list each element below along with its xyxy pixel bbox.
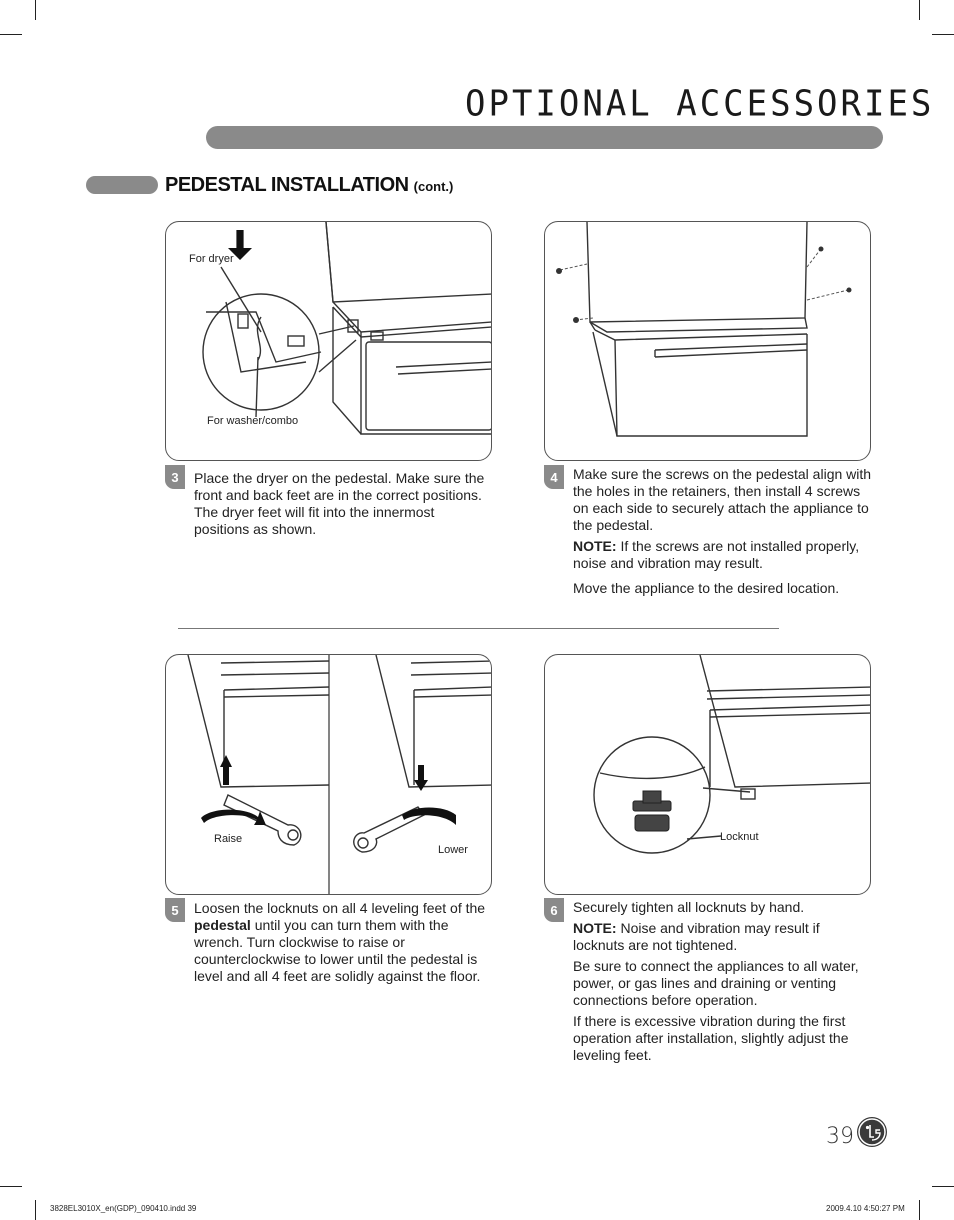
crop-mark [919, 1200, 920, 1220]
step-6-illustration [544, 654, 871, 895]
crop-mark [0, 1186, 22, 1187]
step-4-number: 4 [544, 465, 564, 489]
step-4-note [573, 538, 873, 572]
screws-install-drawing [545, 222, 871, 461]
step-4-note-label: NOTE: [573, 538, 617, 554]
step-4-extra: Move the appliance to the desired location. [573, 580, 840, 596]
page-number: 39 [826, 1124, 854, 1149]
callout-locknut: Locknut [720, 831, 759, 843]
callout-raise: Raise [214, 833, 243, 845]
title-bar [206, 126, 883, 149]
step-3-number: 3 [165, 465, 185, 489]
page-title: OPTIONAL ACCESSORIES [465, 83, 935, 125]
crop-mark [932, 34, 954, 35]
crop-mark [35, 0, 36, 20]
step-5-paragraph [194, 900, 489, 985]
section-title-suffix: (cont.) [413, 179, 454, 194]
step-6-text [573, 899, 873, 1068]
step-6-extra: Be sure to connect the appliances to all water, power, or gas lines and draining or venting connections before operation. [573, 958, 859, 1008]
crop-mark [919, 0, 920, 20]
step-5-text-before: Loosen the locknuts on all 4 leveling feet of the [194, 900, 486, 916]
step-5-text-after: until you can turn them with the wrench. Turn clockwise to raise or counterclockwise to lower until the pedestal is level and all 4 feet are solidly against the floor. [194, 917, 481, 984]
step-3-text [194, 470, 489, 542]
step-4-paragraph: Make sure the screws on the pedestal align with the holes in the retainers, then install 4 screws on each side to securely attach the appliance to the pedestal. [573, 466, 872, 533]
step-5-illustration [165, 654, 492, 895]
step-5-number: 5 [165, 898, 185, 922]
section-divider [178, 628, 779, 629]
section-pill [86, 176, 158, 194]
crop-mark [35, 1200, 36, 1220]
step-6-note-label: NOTE: [573, 920, 617, 936]
step-3-illustration [165, 221, 492, 461]
lg-logo-icon [857, 1117, 887, 1147]
crop-mark [932, 1186, 954, 1187]
step-6-number: 6 [544, 898, 564, 922]
step-4-note-text: If the screws are not installed properly, noise and vibration may result. [573, 538, 860, 571]
callout-lower: Lower [438, 844, 468, 856]
step-6-note [573, 920, 873, 954]
callout-for-dryer: For dryer [189, 253, 234, 265]
leveling-feet-drawing [166, 655, 492, 895]
callout-for-washer-combo: For washer/combo [207, 415, 299, 427]
step-5-text-bold: pedestal [194, 917, 251, 933]
step-3-paragraph: Place the dryer on the pedestal. Make sure the front and back feet are in the correct positions. The dryer feet will fit into the innermost positions as shown. [194, 470, 485, 537]
crop-mark [0, 34, 22, 35]
step-6-paragraph: Securely tighten all locknuts by hand. [573, 899, 805, 915]
section-title-text: PEDESTAL INSTALLATION [165, 174, 409, 196]
step-4-illustration [544, 221, 871, 461]
footer-file-info: 3828EL3010X_en(GDP)_090410.indd 39 [50, 1204, 197, 1213]
step-6-note-text: Noise and vibration may result if locknuts are not tightened. [573, 920, 820, 953]
locknut-drawing [545, 655, 871, 895]
footer-timestamp: 2009.4.10 4:50:27 PM [826, 1204, 905, 1213]
lg-logo [857, 1117, 887, 1147]
step-5-text [194, 900, 489, 989]
step-6-extra2: If there is excessive vibration during the first operation after installation, slightly adjust the leveling feet. [573, 1013, 849, 1063]
section-title [165, 174, 453, 197]
step-4-text [573, 466, 873, 601]
